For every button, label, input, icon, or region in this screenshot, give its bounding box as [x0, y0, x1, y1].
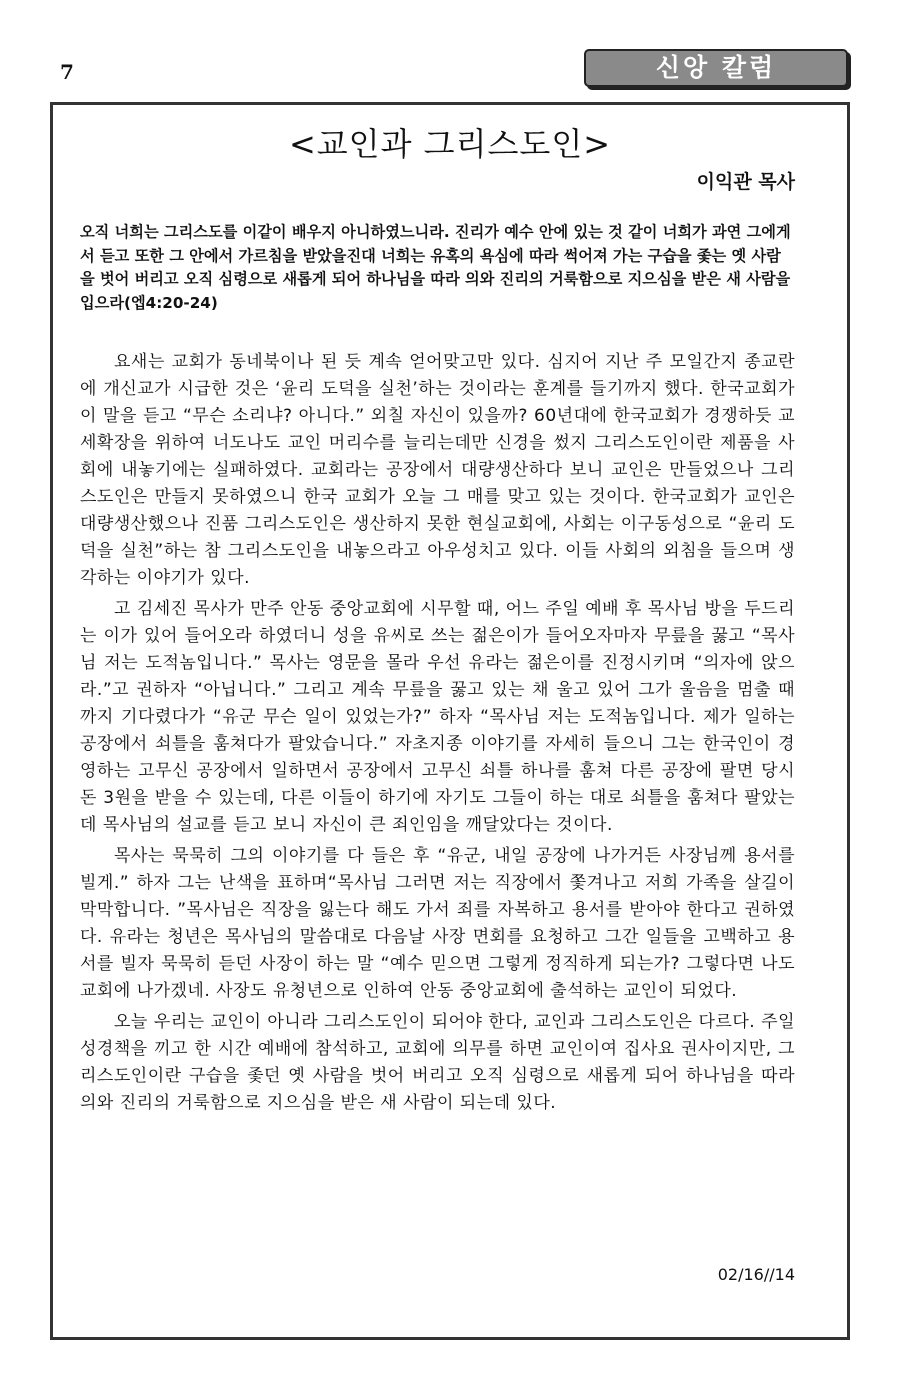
article-date: 02/16//14 [717, 1265, 795, 1284]
scripture-quote: 오직 너희는 그리스도를 이같이 배우지 아니하였느니라. 진리가 예수 안에 있는 것 같이 너희가 과연 그에게서 듣고 또한 그 안에서 가르침을 받았을진대 너희는 유혹의 욕심에 따라 썩어져 가는 구습을 좇는 옛 사람을 벗어 버리고 오직 심령으로 새롭게 되어 하나님을 따라 의와 진리의 거룩함으로 지으심을 받은 새 사람을 입으라(엡4:20-24) [80, 223, 791, 312]
paragraph-1: 요새는 교회가 동네북이나 된 듯 계속 얻어맞고만 있다. 심지어 지난 주 모일간지 종교란에 개신교가 시급한 것은 ‘윤리 도덕을 실천’하는 것이라는 훈계를 들기까지 했다. 한국교회가 이 말을 듣고 “무슨 소리냐? 아니다.” 외칠 자신이 있을까? 60년대에 한국교회가 경쟁하듯 교세확장을 위하여 너도나도 교인 머리수를 늘리는데만 신경을 썼지 그리스도인이란 제품을 사회에 내놓기에는 실패하였다. 교회라는 공장에서 대량생산하다 보니 교인은 만들었으나 그리스도인은 만들지 못하였으니 한국 교회가 오늘 그 매를 맞고 있는 것이다. 한국교회가 교인은 대량생산했으나 진품 그리스도인은 생산하지 못한 현실교회에, 사회는 이구동성으로 “윤리 도덕을 실천”하는 참 그리스도인을 내놓으라고 아우성치고 있다. 이들 사회의 외침을 들으며 생각하는 이야기가 있다. [80, 352, 795, 588]
paragraph-2: 고 김세진 목사가 만주 안동 중앙교회에 시무할 때, 어느 주일 예배 후 목사님 방을 두드리는 이가 있어 들어오라 하였더니 성을 유씨로 쓰는 젊은이가 들어오자마자 무릎을 꿇고 “목사님 저는 도적놈입니다.” 목사는 영문을 몰라 우선 유라는 젊은이를 진정시키며 “의자에 앉으라.”고 권하자 “아닙니다.” 그리고 계속 무릎을 꿇고 있는 채 울고 있어 그가 울음을 멈출 때 까지 기다렸다가 “유군 무슨 일이 있었는가?” 하자 “목사님 저는 도적놈입니다. 제가 일하는 공장에서 쇠틀을 훔쳐다가 팔았습니다.” 자초지종 이야기를 자세히 들으니 그는 한국인이 경영하는 고무신 공장에서 일하면서 공장에서 고무신 쇠틀 하나를 훔쳐 다른 공장에 팔면 당시 돈 3원을 받을 수 있는데, 다른 이들이 하기에 자기도 그들이 하는 대로 쇠틀을 훔쳐다 팔았는데 목사님의 설교를 듣고 보니 자신이 큰 죄인임을 깨달았다는 것이다. [80, 599, 795, 835]
paragraph-3: 목사는 묵묵히 그의 이야기를 다 들은 후 “유군, 내일 공장에 나가거든 사장님께 용서를 빌게.” 하자 그는 난색을 표하며“목사님 그러면 저는 직장에서 쫓겨나고 저희 가족을 살길이 막막합니다. ”목사님은 직장을 잃는다 해도 가서 죄를 자복하고 용서를 받아야 한다고 권하였다. 유라는 청년은 목사님의 말씀대로 다음날 사장 면회를 요청하고 그간 일들을 고백하고 용서를 빌자 묵묵히 듣던 사장이 하는 말 “예수 믿으면 그렇게 정직하게 되는가? 그렇다면 나도 교회에 나가겠네. 사장도 유청년으로 인하여 안동 중앙교회에 출석하는 교인이 되었다. [80, 846, 795, 1001]
article-title: <교인과 그리스도인> [288, 125, 612, 163]
paragraph-4: 오늘 우리는 교인이 아니라 그리스도인이 되어야 한다, 교인과 그리스도인은 다르다. 주일 성경책을 끼고 한 시간 예배에 참석하고, 교회에 의무를 하면 교인이여 집사요 권사이지만, 그리스도인이란 구습을 좇던 옛 사람을 벗어 버리고 오직 심령으로 새롭게 되어 하나님을 따라 의와 진리의 거룩함으로 지으심을 받은 새 사람이 되는데 있다. [80, 1012, 795, 1113]
article-frame [50, 102, 850, 1340]
section-badge: 신앙 칼럼 [584, 49, 848, 87]
article-body [80, 349, 795, 1121]
page-number: 7 [60, 60, 74, 84]
article-author: 이익관 목사 [696, 171, 795, 193]
